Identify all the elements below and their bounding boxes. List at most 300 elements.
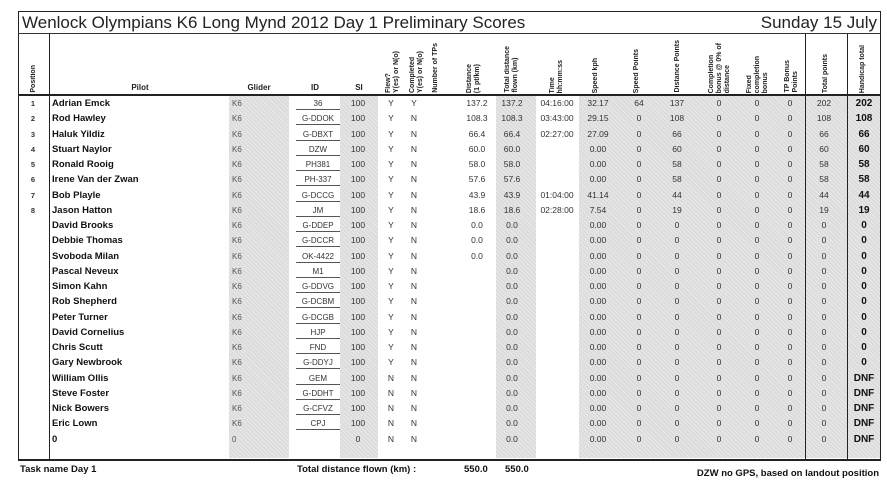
flew-flag: Y <box>388 296 394 307</box>
number-of-tps <box>428 159 442 170</box>
total-points: 58 <box>819 159 829 169</box>
completed-flag: N <box>410 204 418 215</box>
speed-points: 0 <box>636 204 642 215</box>
distance-points: 0 <box>674 281 680 291</box>
si-value: 0 <box>355 433 361 444</box>
position-cell: 8 <box>30 205 36 215</box>
fixed-completion-bonus: 0 <box>754 220 760 230</box>
glider-type: K6 <box>232 129 242 139</box>
glider-type: K6 <box>232 373 242 383</box>
completed-flag: N <box>410 220 418 230</box>
fixed-completion-bonus: 0 <box>754 403 760 413</box>
speed-points: 0 <box>636 113 642 124</box>
position-cell: 1 <box>30 99 36 108</box>
completed-flag: N <box>410 250 418 261</box>
tp-bonus-points: 0 <box>787 326 793 337</box>
table-row <box>0 281 887 292</box>
si-value: 100 <box>350 159 366 169</box>
table-row <box>0 342 887 353</box>
time-value: 02:27:00 <box>540 128 574 139</box>
completion-bonus: 0 <box>716 281 722 291</box>
tp-bonus-points: 0 <box>787 265 793 276</box>
glider-type: K6 <box>232 327 242 337</box>
completion-bonus: 0 <box>716 220 722 230</box>
fixed-completion-bonus: 0 <box>754 128 760 139</box>
completion-bonus: 0 <box>716 128 722 139</box>
total-points: 0 <box>821 235 827 246</box>
handicap-total: 108 <box>855 113 873 125</box>
tp-bonus-points: 0 <box>787 159 793 169</box>
table-row <box>0 190 887 201</box>
time-value <box>536 296 578 307</box>
distance-value <box>462 403 492 414</box>
position-cell <box>26 266 40 277</box>
total-distance-value: 0.0 <box>506 326 518 337</box>
completion-bonus: 0 <box>716 204 722 215</box>
header-speed: Speed kph <box>592 57 599 93</box>
table-row <box>0 235 887 246</box>
flew-flag: Y <box>388 143 394 154</box>
speed-points: 0 <box>636 235 642 246</box>
distance-points: 0 <box>674 372 680 383</box>
table-row <box>0 174 887 185</box>
completion-bonus: 0 <box>716 174 722 185</box>
time-value <box>536 434 578 445</box>
total-distance-value: 66.4 <box>503 128 521 139</box>
flew-flag: N <box>387 433 395 444</box>
distance-points: 0 <box>674 357 680 368</box>
speed-value: 0.00 <box>589 433 607 444</box>
header-number-of-tps: Number of TPs <box>432 43 439 93</box>
header-id: ID <box>311 83 319 92</box>
number-of-tps <box>428 98 442 109</box>
number-of-tps <box>428 235 442 246</box>
completion-bonus: 0 <box>716 357 722 368</box>
total-points: 0 <box>821 357 827 368</box>
number-of-tps <box>428 129 442 140</box>
distance-value: 18.6 <box>468 204 486 215</box>
pilot-name: David Brooks <box>52 220 114 231</box>
pilot-name: Eric Lown <box>52 418 98 430</box>
glider-id: 36 <box>296 98 340 110</box>
pilot-name: David Cornelius <box>52 326 125 338</box>
total-points: 0 <box>821 403 827 413</box>
distance-points: 108 <box>669 113 685 124</box>
distance-points: 0 <box>674 250 680 261</box>
flew-flag: N <box>387 387 395 398</box>
glider-type: K6 <box>232 282 242 291</box>
glider-id: JM <box>296 205 340 217</box>
pilot-name: Pascal Neveux <box>52 265 119 277</box>
glider-type: K6 <box>232 190 242 200</box>
si-value: 100 <box>350 403 366 413</box>
pilot-name: Jason Hatton <box>52 204 113 216</box>
fixed-completion-bonus: 0 <box>754 357 760 368</box>
fixed-completion-bonus: 0 <box>754 387 760 398</box>
completed-flag: N <box>410 174 418 185</box>
pilot-name: Chris Scutt <box>52 342 103 353</box>
speed-value: 27.09 <box>587 128 609 139</box>
speed-value: 0.00 <box>589 220 607 230</box>
header-glider: Glider <box>247 83 271 92</box>
distance-points: 19 <box>672 204 682 215</box>
si-value: 100 <box>350 387 366 398</box>
distance-points: 60 <box>672 143 682 154</box>
distance-value: 137.2 <box>466 98 488 108</box>
glider-type: K6 <box>232 266 242 276</box>
total-points: 0 <box>821 250 827 261</box>
si-value: 100 <box>350 128 366 139</box>
table-row <box>0 357 887 368</box>
header-distance-points: Distance Points <box>674 40 681 93</box>
glider-type: 0 <box>232 434 237 444</box>
completed-flag: N <box>410 235 418 246</box>
table-row <box>0 113 887 124</box>
distance-value <box>462 342 492 353</box>
table-bottom-border <box>18 459 881 461</box>
total-points: 0 <box>821 311 827 322</box>
si-value: 100 <box>350 372 366 383</box>
completed-flag: N <box>410 281 418 291</box>
speed-points: 0 <box>636 220 642 230</box>
completion-bonus: 0 <box>716 433 722 444</box>
total-distance-value: 57.6 <box>503 174 521 185</box>
total-points: 0 <box>821 433 827 444</box>
position-cell <box>26 342 40 353</box>
tp-bonus-points: 0 <box>787 98 793 108</box>
time-value <box>536 403 578 414</box>
distance-value <box>462 434 492 445</box>
table-row <box>0 434 887 445</box>
total-distance-value: 0.0 <box>506 403 518 413</box>
total-points: 58 <box>819 174 829 185</box>
completion-bonus: 0 <box>716 372 722 383</box>
total-points: 108 <box>816 113 832 124</box>
tp-bonus-points: 0 <box>787 189 793 200</box>
flew-flag: Y <box>388 357 394 368</box>
time-value <box>536 327 578 338</box>
completion-bonus: 0 <box>716 296 722 307</box>
distance-points: 44 <box>672 189 682 200</box>
handicap-total: 202 <box>855 98 873 109</box>
number-of-tps <box>428 205 442 216</box>
speed-value: 0.00 <box>589 159 607 169</box>
handicap-total: 0 <box>861 250 867 262</box>
glider-type: K6 <box>232 312 242 322</box>
position-cell <box>26 220 40 231</box>
fixed-completion-bonus: 0 <box>754 174 760 185</box>
time-value <box>536 251 578 262</box>
si-value: 100 <box>350 418 366 429</box>
pilot-name: Gary Newbrook <box>52 357 123 369</box>
handicap-total: DNF <box>853 372 875 384</box>
speed-points: 0 <box>636 250 642 261</box>
tp-bonus-points: 0 <box>787 387 793 398</box>
completed-flag: N <box>410 128 418 139</box>
handicap-total: 0 <box>861 220 867 231</box>
completion-bonus: 0 <box>716 98 722 108</box>
position-cell <box>26 251 40 262</box>
number-of-tps <box>428 296 442 307</box>
total-distance-value: 0.0 <box>506 296 518 307</box>
tp-bonus-points: 0 <box>787 357 793 368</box>
distance-points: 137 <box>669 98 685 108</box>
total-points: 60 <box>819 143 829 154</box>
fixed-completion-bonus: 0 <box>754 204 760 215</box>
fixed-completion-bonus: 0 <box>754 98 760 108</box>
flew-flag: Y <box>388 250 394 261</box>
speed-value: 0.00 <box>589 235 607 246</box>
time-value <box>536 144 578 155</box>
glider-id: G-DDVG <box>296 281 340 293</box>
si-value: 100 <box>350 204 366 215</box>
total-points: 44 <box>819 189 829 200</box>
document-date: Sunday 15 July <box>760 13 877 32</box>
distance-value: 0.0 <box>471 220 483 230</box>
pilot-name: Debbie Thomas <box>52 235 123 247</box>
fixed-completion-bonus: 0 <box>754 113 760 124</box>
table-row <box>0 144 887 155</box>
handicap-total: 60 <box>858 143 870 155</box>
speed-points: 64 <box>634 98 644 108</box>
table-row <box>0 312 887 323</box>
position-cell: 7 <box>30 190 36 200</box>
distance-points: 0 <box>674 387 680 398</box>
glider-type: K6 <box>232 358 242 368</box>
handicap-total: 0 <box>861 281 867 292</box>
distance-points: 0 <box>674 235 680 246</box>
pilot-name: Stuart Naylor <box>52 143 112 155</box>
position-cell <box>26 418 40 429</box>
distance-value <box>462 312 492 323</box>
speed-points: 0 <box>636 128 642 139</box>
handicap-total: DNF <box>853 433 875 445</box>
handicap-total: 0 <box>861 311 867 323</box>
tp-bonus-points: 0 <box>787 220 793 230</box>
completed-flag: N <box>410 113 418 124</box>
pilot-name: Peter Turner <box>52 311 108 323</box>
speed-value: 32.17 <box>587 98 609 108</box>
tp-bonus-points: 0 <box>787 418 793 429</box>
flew-flag: Y <box>388 174 394 185</box>
total-points: 0 <box>821 281 827 291</box>
distance-value <box>462 266 492 277</box>
distance-points: 58 <box>672 159 682 169</box>
speed-value: 7.54 <box>589 204 607 215</box>
glider-type: K6 <box>232 404 242 413</box>
tp-bonus-points: 0 <box>787 128 793 139</box>
speed-points: 0 <box>636 433 642 444</box>
speed-points: 0 <box>636 387 642 398</box>
glider-type: K6 <box>232 144 242 154</box>
speed-value: 0.00 <box>589 372 607 383</box>
glider-type: K6 <box>232 236 242 246</box>
pilot-name: William Ollis <box>52 372 109 384</box>
glider-type: K6 <box>232 114 242 124</box>
speed-value: 0.00 <box>589 265 607 276</box>
position-cell <box>26 235 40 246</box>
number-of-tps <box>428 388 442 399</box>
si-value: 100 <box>350 220 366 230</box>
position-cell: 3 <box>30 129 36 139</box>
number-of-tps <box>428 266 442 277</box>
glider-type: K6 <box>232 388 242 398</box>
speed-value: 0.00 <box>589 296 607 307</box>
document-title: Wenlock Olympians K6 Long Mynd 2012 Day 1 Preliminary Scores <box>22 13 526 32</box>
table-row <box>0 251 887 262</box>
completion-bonus: 0 <box>716 403 722 413</box>
tp-bonus-points: 0 <box>787 113 793 124</box>
distance-value: 57.6 <box>468 174 486 185</box>
table-row <box>0 296 887 307</box>
speed-value: 0.00 <box>589 342 607 352</box>
completed-flag: N <box>410 189 418 200</box>
time-value: 02:28:00 <box>540 204 574 215</box>
position-cell <box>26 403 40 414</box>
flew-flag: Y <box>388 265 394 276</box>
fixed-completion-bonus: 0 <box>754 159 760 169</box>
total-distance-value: 18.6 <box>503 204 521 215</box>
distance-value: 60.0 <box>468 143 486 154</box>
number-of-tps <box>428 220 442 231</box>
distance-points: 0 <box>674 418 680 429</box>
completion-bonus: 0 <box>716 235 722 246</box>
pilot-name: Adrian Emck <box>52 98 111 109</box>
completion-bonus: 0 <box>716 189 722 200</box>
table-row <box>0 220 887 231</box>
number-of-tps <box>428 403 442 414</box>
completion-bonus: 0 <box>716 143 722 154</box>
total-distance-value: 0.0 <box>506 235 518 246</box>
table-row <box>0 388 887 399</box>
completed-flag: N <box>410 387 418 398</box>
number-of-tps <box>428 144 442 155</box>
total-distance-value: 137.2 <box>501 98 523 108</box>
fixed-completion-bonus: 0 <box>754 418 760 429</box>
total-distance-value: 0.0 <box>506 265 518 276</box>
glider-type: K6 <box>232 175 242 185</box>
glider-type: K6 <box>232 205 242 215</box>
handicap-total: DNF <box>853 403 875 414</box>
total-distance-value: 108.3 <box>501 113 523 124</box>
pilot-name: Ronald Rooig <box>52 159 114 170</box>
tp-bonus-points: 0 <box>787 342 793 352</box>
handicap-total: 0 <box>861 296 867 308</box>
header-total-points: Total points <box>822 53 829 93</box>
glider-type: K6 <box>232 419 242 429</box>
tp-bonus-points: 0 <box>787 204 793 215</box>
flew-flag: Y <box>388 281 394 291</box>
handicap-total: 19 <box>858 204 870 216</box>
distance-points: 0 <box>674 296 680 307</box>
completed-flag: N <box>410 143 418 154</box>
fixed-completion-bonus: 0 <box>754 189 760 200</box>
distance-value <box>462 327 492 338</box>
total-distance-value: 0.0 <box>506 357 518 368</box>
table-row <box>0 129 887 140</box>
number-of-tps <box>428 327 442 338</box>
distance-points: 0 <box>674 342 680 352</box>
glider-type: K6 <box>232 343 242 352</box>
si-value: 100 <box>350 265 366 276</box>
completion-bonus: 0 <box>716 159 722 169</box>
completed-flag: N <box>410 296 418 307</box>
time-value: 03:43:00 <box>540 113 574 124</box>
speed-value: 0.00 <box>589 387 607 398</box>
time-value <box>536 235 578 246</box>
position-cell <box>26 296 40 307</box>
position-cell <box>26 388 40 399</box>
position-cell <box>26 373 40 384</box>
total-points: 0 <box>821 265 827 276</box>
header-position: Position <box>30 65 37 93</box>
position-cell <box>26 281 40 292</box>
glider-id: DZW <box>296 144 340 156</box>
handicap-total: 0 <box>861 265 867 277</box>
glider-id: G-CFVZ <box>296 403 340 415</box>
fixed-completion-bonus: 0 <box>754 326 760 337</box>
speed-value: 0.00 <box>589 174 607 185</box>
speed-value: 0.00 <box>589 357 607 368</box>
number-of-tps <box>428 373 442 384</box>
si-value: 100 <box>350 235 366 246</box>
speed-points: 0 <box>636 174 642 185</box>
speed-points: 0 <box>636 189 642 200</box>
si-value: 100 <box>350 296 366 307</box>
distance-points: 0 <box>674 403 680 413</box>
completion-bonus: 0 <box>716 113 722 124</box>
si-value: 100 <box>350 250 366 261</box>
task-name: Task name Day 1 <box>20 464 97 475</box>
speed-points: 0 <box>636 265 642 276</box>
total-distance-value: 0.0 <box>506 220 518 230</box>
total-points: 0 <box>821 372 827 383</box>
table-row <box>0 98 887 109</box>
tp-bonus-points: 0 <box>787 281 793 291</box>
completed-flag: N <box>410 159 418 169</box>
handicap-total: 66 <box>858 128 870 140</box>
glider-id: M1 <box>296 266 340 278</box>
time-value <box>536 266 578 277</box>
glider-type: K6 <box>232 221 242 230</box>
tp-bonus-points: 0 <box>787 311 793 322</box>
total-distance-value: 0.0 <box>506 418 518 429</box>
speed-points: 0 <box>636 281 642 291</box>
distance-points: 0 <box>674 265 680 276</box>
title-divider <box>18 33 881 34</box>
speed-points: 0 <box>636 311 642 322</box>
glider-id: G-DCBM <box>296 296 340 308</box>
time-value <box>536 159 578 170</box>
table-row <box>0 205 887 216</box>
glider-id: GEM <box>296 373 340 385</box>
si-value: 100 <box>350 281 366 291</box>
total-points: 0 <box>821 220 827 230</box>
handicap-total: 0 <box>861 342 867 353</box>
speed-points: 0 <box>636 296 642 307</box>
total-distance-value: 43.9 <box>503 189 521 200</box>
time-value <box>536 357 578 368</box>
glider-id: G-DDOK <box>296 113 340 125</box>
pilot-name: Rob Shepherd <box>52 296 117 308</box>
position-cell <box>26 434 40 445</box>
number-of-tps <box>428 312 442 323</box>
tp-bonus-points: 0 <box>787 143 793 154</box>
total-distance-flown-value: 550.0 <box>505 464 529 475</box>
completion-bonus: 0 <box>716 326 722 337</box>
handicap-total: 58 <box>858 174 870 186</box>
distance-value <box>462 296 492 307</box>
